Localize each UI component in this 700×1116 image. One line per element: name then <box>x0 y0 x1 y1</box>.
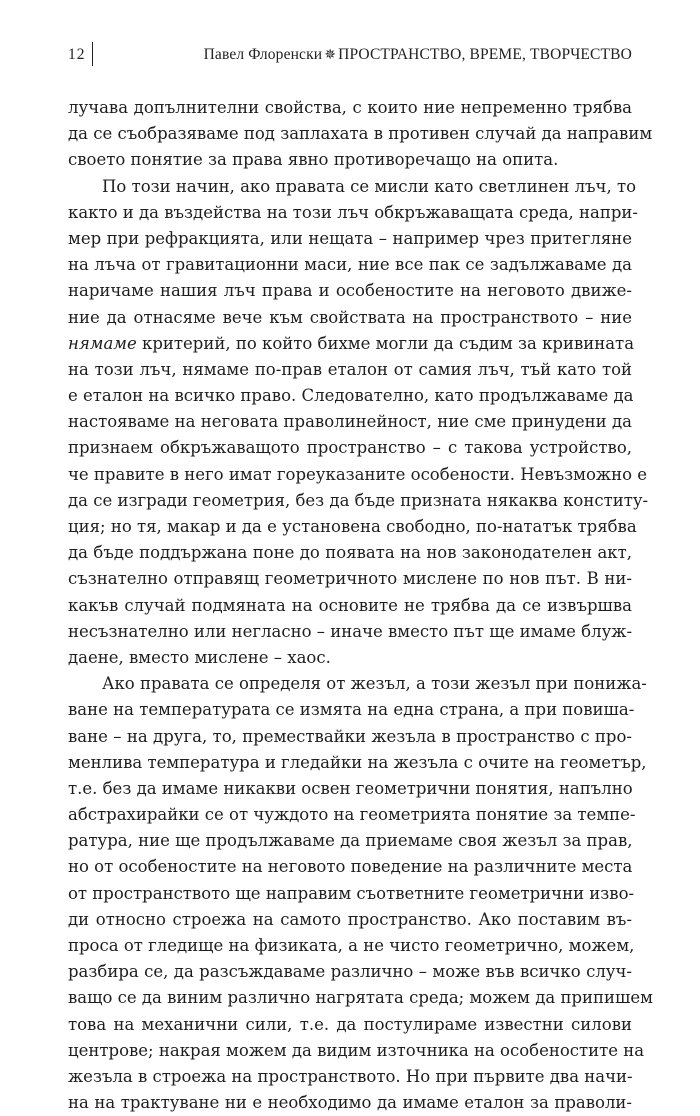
text-line: наричаме нашия лъч права и особеностите на неговото движе- <box>68 281 632 301</box>
text-line: ващо се да виним различно нагрятата среда; можем да припишем <box>68 988 653 1008</box>
text-line: на на трактуване ни е необходимо да имаме еталон за праволи- <box>68 1093 632 1113</box>
text-line: По този начин, ако правата се мисли като светлинен лъч, то <box>102 176 637 196</box>
text-line: ване – на друга, то, премествайки жезъла в пространство с про- <box>68 726 632 746</box>
text-line: своето понятие за права явно противоречащо на опита. <box>68 150 559 170</box>
text-line: лучава допълнителни свойства, с които ние непременно трябва <box>68 98 632 117</box>
text-line: несъзнателно или негласно – иначе вместо път ще имаме блуж- <box>68 621 633 641</box>
text-line: признаем обкръжаващото пространство – с такова устройство, <box>68 438 632 458</box>
text-line: абстрахирайки се от чуждото на геометрията понятие за темпе- <box>68 805 636 825</box>
running-head <box>68 40 632 70</box>
text-line-rest: критерий, по който бихме могли да съдим за кривината <box>142 333 635 353</box>
header-divider <box>92 42 93 66</box>
text-line: ди относно строежа на самото пространство. Ако поставим въ- <box>68 909 632 929</box>
page-number: 12 <box>68 46 86 63</box>
text-line: менлива температура и гледайки на жезъла с очите на геометър, <box>68 752 647 772</box>
text-line: жезъла в строежа на пространството. Но при първите два начи- <box>68 1066 633 1086</box>
text-line: от пространството ще направим съответните геометрични изво- <box>68 883 635 903</box>
text-line: но от особеностите на неговото поведение на различните места <box>68 857 633 877</box>
text-line: т.е. без да имаме никакви освен геометрични понятия, напълно <box>68 778 633 798</box>
text-line: какъв случай подмяната на основите не трябва да се извършва <box>68 595 632 615</box>
text-line: ние да отнасяме вече към свойствата на пространството – ние <box>68 307 632 327</box>
text-line: ратура, ние ще продължаваме да приемаме своя жезъл за прав, <box>68 831 633 851</box>
book-title: ПРОСТРАНСТВО, ВРЕМЕ, ТВОРЧЕСТВО <box>338 46 632 63</box>
text-line-with-emphasis <box>68 331 635 357</box>
text-line: да се съобразяваме под заплахата в противен случай да направим <box>68 124 653 144</box>
body-text <box>68 95 653 1116</box>
text-line: както и да въздейства на този лъч обкръжаващата среда, напри- <box>68 202 639 222</box>
text-line: ване на температурата се измята на една страна, а при повиша- <box>68 700 635 720</box>
text-line: проса от гледище на физиката, а не чисто геометрично, можем, <box>68 936 635 955</box>
text-line: да бъде поддържана поне до появата на нов законодателен акт, <box>68 543 632 563</box>
text-line: това на механични сили, т.е. да постулираме известни силови <box>68 1014 632 1034</box>
author-name: Павел Флоренски <box>203 46 323 63</box>
text-line: центрове; накрая можем да видим източника на особеностите на <box>68 1040 645 1060</box>
text-line: даене, вместо мислене – хаос. <box>68 647 331 667</box>
star-ornament-icon: ✵ <box>324 48 337 63</box>
emphasized-word: нямаме <box>68 333 137 353</box>
text-line: е еталон на всичко право. Следователно, като продължаваме да <box>68 386 634 406</box>
text-line: настояваме на неговата праволинейност, ние сме принудени да <box>68 412 632 432</box>
text-line: че правите в него имат гореуказаните особености. Невъзможно е <box>68 464 648 484</box>
text-line: ция; но тя, макар и да е установена свободно, по-нататък трябва <box>68 517 637 536</box>
text-line: да се изгради геометрия, без да бъде призната някаква конститу- <box>68 490 649 510</box>
text-line: Ако правата се определя от жезъл, а този жезъл при понижа- <box>102 674 647 694</box>
text-line: на този лъч, нямаме по-прав еталон от самия лъч, тъй като той <box>68 359 632 379</box>
text-line: на лъча от гравитационни маси, ние все пак се задължаваме да <box>68 255 632 275</box>
text-line: съзнателно отправящ геометричното мислене по нов път. В ни- <box>68 569 632 589</box>
text-line: мер при рефракцията, или нещата – например чрез притегляне <box>68 228 632 248</box>
header-title-group <box>204 46 632 64</box>
text-line: разбира се, да разсъждаваме различно – може във всичко случ- <box>68 962 632 982</box>
